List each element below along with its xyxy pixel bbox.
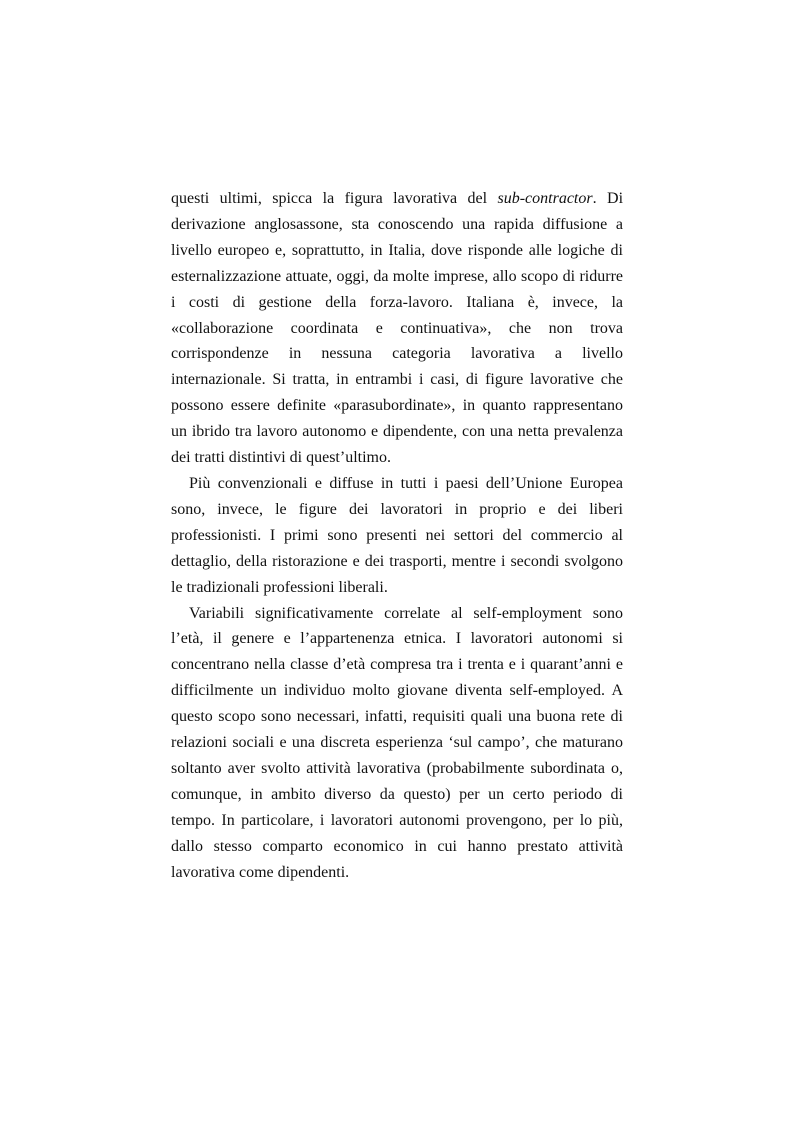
paragraph-3: Variabili significativamente correlate al self-employment sono l’età, il genere e l’appartenenza etnica. I lavoratori autonomi si concentrano nella classe d’età compresa tra i trenta e i quarant’anni e difficilmente un individuo molto giovane diventa self-employed. A questo scopo sono necessari, infatti, requisiti quali una buona rete di relazioni sociali e una discreta esperienza ‘sul campo’, che maturano soltanto aver svolto attività lavorativa (probabilmente subordinata o, comunque, in ambito diverso da questo) per un certo periodo di tempo. In particolare, i lavoratori autonomi provengono, per lo più, dallo stesso comparto economico in cui hanno prestato attività lavorativa come dipendenti. <box>171 604 623 881</box>
italic-term: sub-contractor <box>497 190 593 207</box>
paragraph-1-rest: . Di derivazione anglosassone, sta conoscendo una rapida diffusione a livello europeo e, soprattutto, in Italia, dove risponde alle logiche di esternalizzazione attuate, oggi, da molte imprese, allo scopo di ridurre i costi di gestione della forza-lavoro. Italiana è, invece, la «collaborazione coordinata e continuativa», che non trova corrispondenze in nessuna categoria lavorativa a livello internazionale. Si tratta, in entrambi i casi, di figure lavorative che possono essere definite «parasubordinate», in quanto rappresentano un ibrido tra lavoro autonomo e dipendente, con una netta prevalenza dei tratti distintivi di quest’ultimo. <box>171 190 624 467</box>
paragraph-2: Più convenzionali e diffuse in tutti i paesi dell’Unione Europea sono, invece, le figure dei lavoratori in proprio e dei liberi professionisti. I primi sono presenti nei settori del commercio al dettaglio, della ristorazione e dei trasporti, mentre i secondi svolgono le tradizionali professioni liberali. <box>171 474 623 596</box>
paragraph-1-start: questi ultimi, spicca la figura lavorativa del <box>171 190 498 207</box>
body-text <box>171 186 623 885</box>
paragraph-1 <box>171 186 623 471</box>
